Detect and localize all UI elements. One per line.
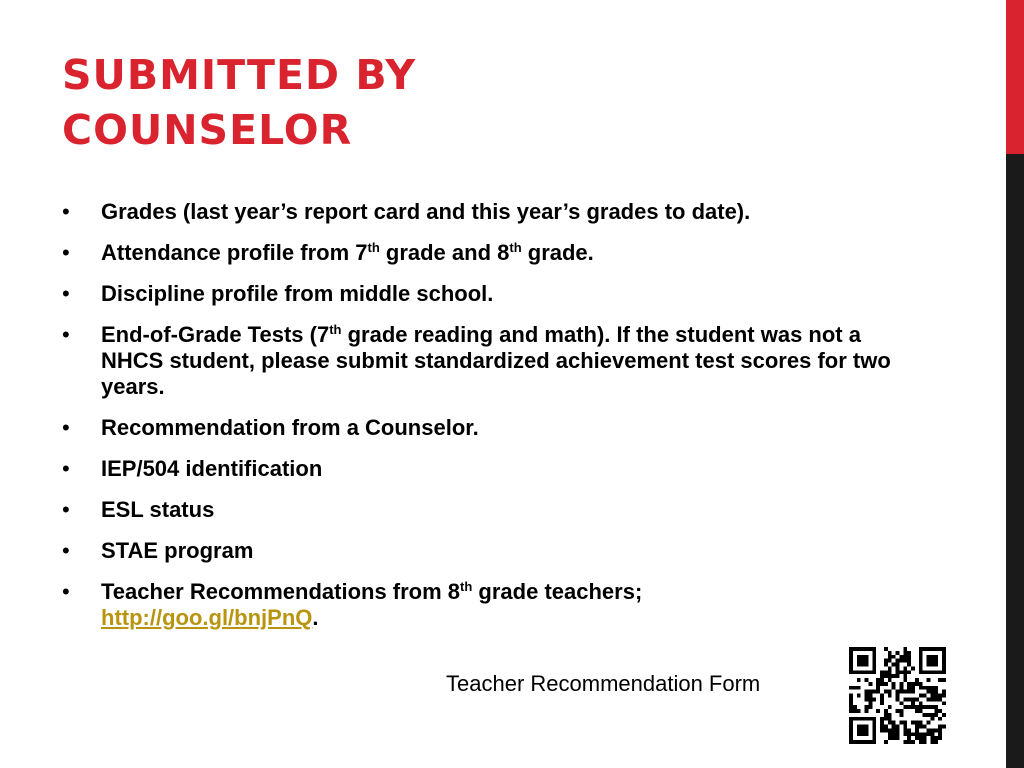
qr-caption: Teacher Recommendation Form	[446, 671, 761, 696]
bullet-teacher: • Teacher Recommendations from 8th grade teachers; http://goo.gl/bnjPnQ.	[62, 579, 902, 631]
bullet-iep: • IEP/504 identification	[62, 456, 902, 482]
bullet-eog: • End-of-Grade Tests (7th grade reading and math). If the student was not a NHCS student, please submit standardized achievement test scores for two years.	[62, 322, 902, 400]
bullet-grades: • Grades (last year’s report card and this year’s grades to date).	[62, 199, 902, 225]
bullet-recommendation: • Recommendation from a Counselor.	[62, 415, 902, 441]
slide-title-line2: COUNSELOR	[62, 106, 353, 154]
qr-code-icon[interactable]	[849, 647, 946, 744]
side-accent-bar-black	[1006, 154, 1024, 768]
bullet-attendance: • Attendance profile from 7th grade and 8th grade.	[62, 240, 902, 266]
bullet-list	[62, 199, 902, 646]
side-accent-bar-red	[1006, 0, 1024, 154]
bullet-discipline: • Discipline profile from middle school.	[62, 281, 902, 307]
slide-title-line1: SUBMITTED BY	[62, 51, 417, 99]
bullet-stae: • STAE program	[62, 538, 902, 564]
bullet-esl: • ESL status	[62, 497, 902, 523]
slide-title	[62, 48, 416, 158]
teacher-form-link[interactable]: http://goo.gl/bnjPnQ	[101, 605, 313, 630]
